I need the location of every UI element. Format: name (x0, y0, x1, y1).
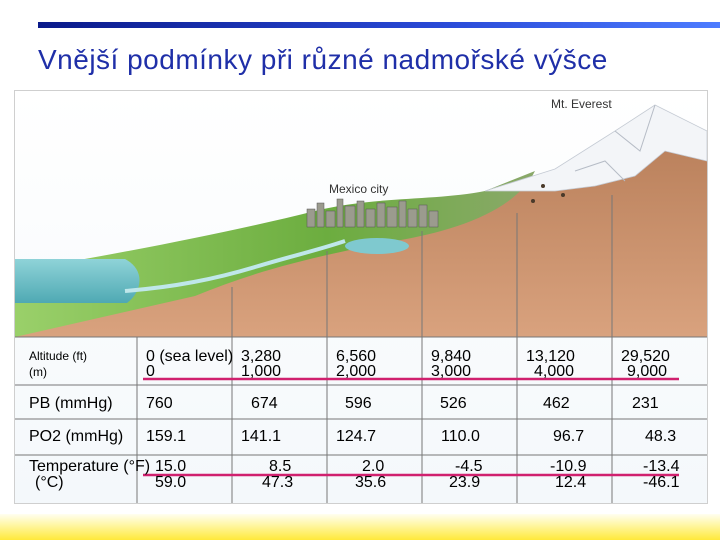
temperature-f-2: 2.0 (362, 458, 385, 475)
temperature-f-4: -10.9 (550, 458, 587, 475)
pb-label: PB (mmHg) (29, 395, 113, 412)
altitude-m-0: 0 (146, 363, 155, 380)
pb-4: 462 (543, 395, 570, 412)
altitude-ft-2: 6,560 (336, 348, 377, 365)
temperature-c-5: -46.1 (643, 474, 680, 491)
altitude-m-1: 1,000 (241, 363, 282, 380)
altitude-ft-5: 29,520 (621, 348, 670, 365)
title-accent-bar (38, 22, 720, 28)
temperature-c-3: 23.9 (449, 474, 481, 491)
pb-5: 231 (632, 395, 659, 412)
altitude-m-2: 2,000 (336, 363, 377, 380)
altitude-m-label: (m) (29, 365, 47, 379)
po2-4: 96.7 (553, 428, 585, 445)
po2-2: 124.7 (336, 428, 377, 445)
altitude-ft-4: 13,120 (526, 348, 575, 365)
bottom-accent-band (0, 514, 720, 540)
pb-0: 760 (146, 395, 173, 412)
temperature-c-0: 59.0 (155, 474, 187, 491)
pb-2: 596 (345, 395, 372, 412)
altitude-figure (14, 90, 708, 504)
po2-label: PO2 (mmHg) (29, 428, 124, 445)
slide-title: Vnější podmínky při různé nadmořské výšce (38, 44, 608, 75)
temperature-f-5: -13.4 (643, 458, 680, 475)
temperature-c-4: 12.4 (555, 474, 587, 491)
altitude-m-5: 9,000 (627, 363, 668, 380)
label-mexico-city: Mexico city (329, 182, 389, 196)
lake (345, 238, 409, 254)
temperature-f-0: 15.0 (155, 458, 187, 475)
pb-1: 674 (251, 395, 278, 412)
label-everest: Mt. Everest (551, 97, 612, 111)
temperature-c-label: (°C) (35, 474, 64, 491)
altitude-m-3: 3,000 (431, 363, 472, 380)
po2-5: 48.3 (645, 428, 677, 445)
pb-3: 526 (440, 395, 467, 412)
po2-3: 110.0 (441, 428, 480, 445)
temperature-f-3: -4.5 (455, 458, 483, 475)
temperature-c-2: 35.6 (355, 474, 387, 491)
po2-1: 141.1 (241, 428, 282, 445)
altitude-ft-label: Altitude (ft) (29, 349, 88, 363)
sea (15, 259, 140, 303)
altitude-m-4: 4,000 (534, 363, 575, 380)
altitude-ft-3: 9,840 (431, 348, 472, 365)
temperature-c-1: 47.3 (262, 474, 294, 491)
altitude-ft-0: 0 (sea level) (146, 348, 234, 365)
temperature-f-1: 8.5 (269, 458, 292, 475)
po2-0: 159.1 (146, 428, 187, 445)
temperature-f-label: Temperature (°F) (29, 458, 151, 475)
altitude-ft-1: 3,280 (241, 348, 282, 365)
